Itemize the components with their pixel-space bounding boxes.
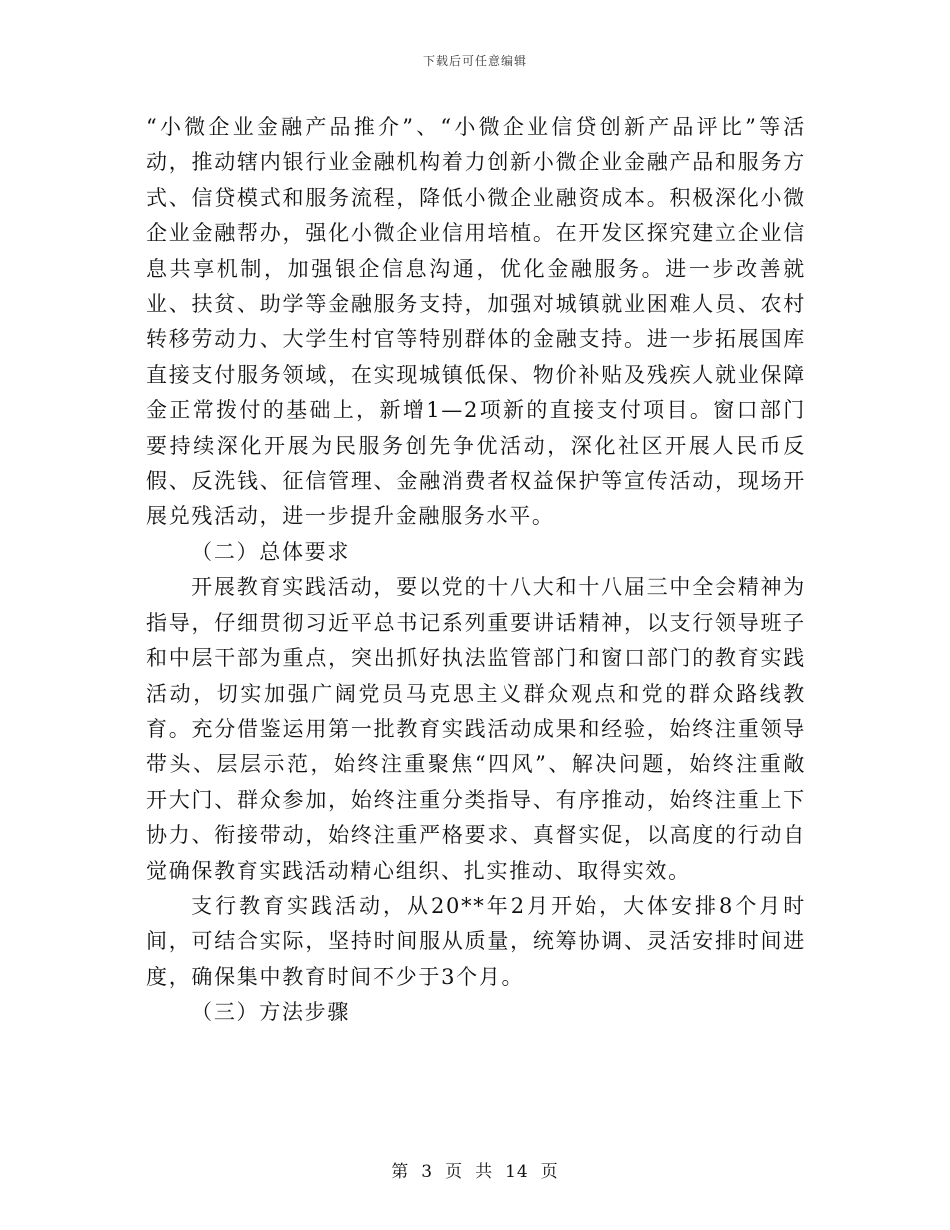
footer-page-number: 3 bbox=[421, 1162, 434, 1182]
paragraph-schedule: 支行教育实践活动，从20**年2月开始，大体安排8个月时间，可结合实际，坚持时间服从质量，统筹协调、灵活安排时间进度，确保集中教育时间不少于3个月。 bbox=[146, 893, 806, 989]
document-body bbox=[146, 110, 806, 1031]
paragraph-requirements: 开展教育实践活动，要以党的十八大和十八届三中全会精神为指导，仔细贯彻习近平总书记系列重要讲话精神，以支行领导班子和中层干部为重点，突出抓好执法监管部门和窗口部门的教育实践活动，切实加强广阔党员马克思主义群众观点和党的群众路线教育。充分借鉴运用第一批教育实践活动成果和经验，始终注重领导带头、层层示范，始终注重聚焦“四风”、解决问题，始终注重敞开大门、群众参加，始终注重分类指导、有序推动，始终注重上下协力、衔接带动，始终注重严格要求、真督实促，以高度的行动自觉确保教育实践活动精心组织、扎实推动、取得实效。 bbox=[146, 575, 806, 883]
footer-total-pages: 14 bbox=[505, 1162, 529, 1182]
page-header: 下载后可任意编辑 bbox=[422, 54, 527, 68]
paragraph-continued: “小微企业金融产品推介”、“小微企业信贷创新产品评比”等活动，推动辖内银行业金融机构着力创新小微企业金融产品和服务方式、信贷模式和服务流程，降低小微企业融资成本。积极深化小微企业金融帮办，强化小微企业信用培植。在开发区探究建立企业信息共享机制，加强银企信息沟通，优化金融服务。进一步改善就业、扶贫、助学等金融服务支持，加强对城镇就业困难人员、农村转移劳动力、大学生村官等特别群体的金融支持。进一步拓展国库直接支付服务领域，在实现城镇低保、物价补贴及残疾人就业保障金正常拨付的基础上，新增1—2项新的直接支付项目。窗口部门要持续深化开展为民服务创先争优活动，深化社区开展人民币反假、反洗钱、征信管理、金融消费者权益保护等宣传活动，现场开展兑残活动，进一步提升金融服务水平。 bbox=[146, 115, 806, 529]
footer-page-label: 页 bbox=[445, 1162, 464, 1182]
page-footer bbox=[0, 1157, 950, 1182]
section-heading-overall-requirements: （二）总体要求 bbox=[191, 539, 351, 564]
footer-prefix: 第 bbox=[391, 1162, 410, 1182]
footer-suffix: 页 bbox=[540, 1162, 559, 1182]
section-heading-method-steps: （三）方法步骤 bbox=[191, 1000, 351, 1025]
footer-total-label: 共 bbox=[475, 1162, 494, 1182]
